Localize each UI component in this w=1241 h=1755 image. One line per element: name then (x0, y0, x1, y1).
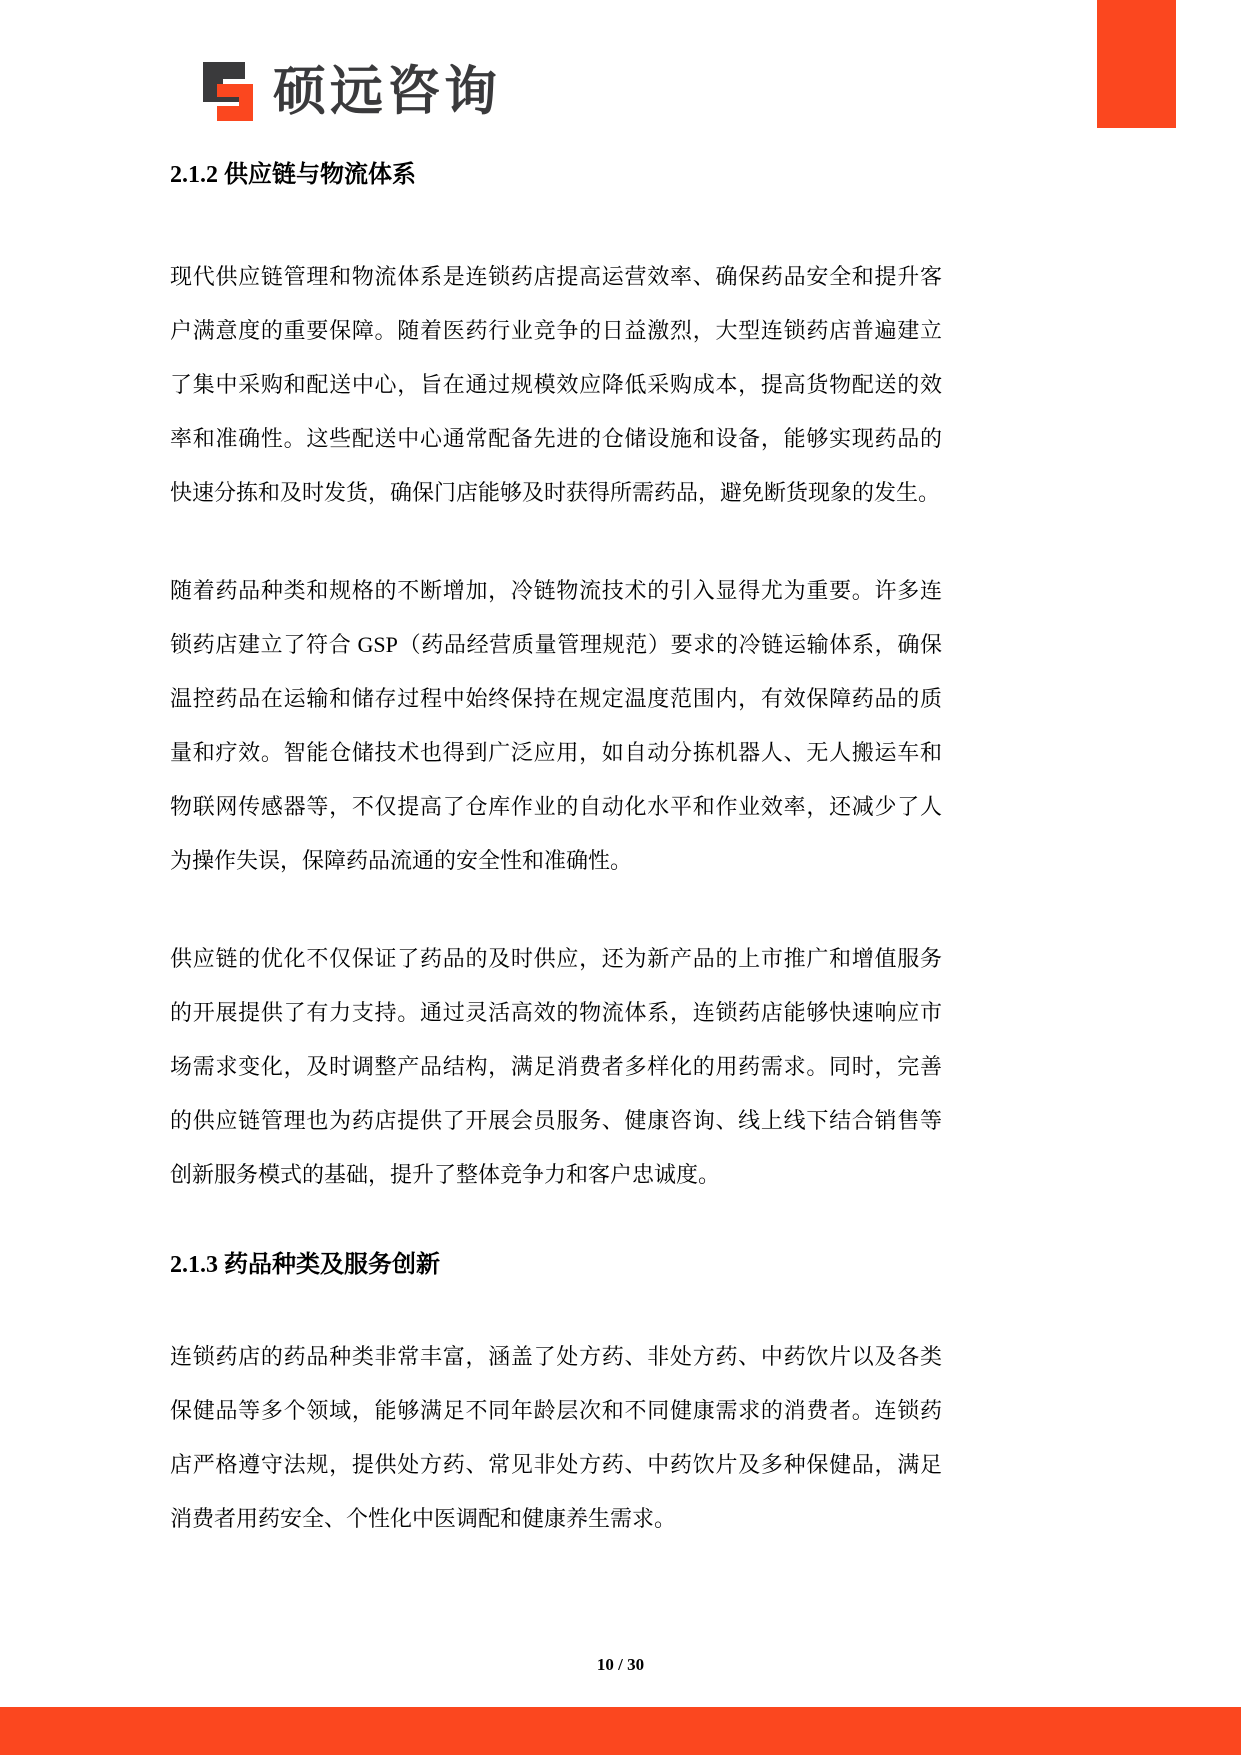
paragraph-line: 物联网传感器等，不仅提高了仓库作业的自动化水平和作业效率，还减少了人 (170, 794, 942, 819)
paragraph-line: 的开展提供了有力支持。通过灵活高效的物流体系，连锁药店能够快速响应市 (170, 1000, 942, 1025)
paragraph-line: 场需求变化，及时调整产品结构，满足消费者多样化的用药需求。同时，完善 (170, 1054, 942, 1079)
paragraph-line: 随着药品种类和规格的不断增加，冷链物流技术的引入显得尤为重要。许多连 (170, 578, 942, 603)
bottom-accent-bar (0, 1707, 1241, 1755)
section-heading-2-1-3: 2.1.3 药品种类及服务创新 (170, 1252, 440, 1278)
paragraph-line: 量和疗效。智能仓储技术也得到广泛应用，如自动分拣机器人、无人搬运车和 (170, 740, 942, 765)
paragraph-line: 连锁药店的药品种类非常丰富，涵盖了处方药、非处方药、中药饮片以及各类 (170, 1344, 942, 1369)
interlocked-brackets-logo-icon (203, 62, 253, 122)
section-heading-2-1-2: 2.1.2 供应链与物流体系 (170, 162, 416, 188)
paragraph-line: 店严格遵守法规，提供处方药、常见非处方药、中药饮片及多种保健品，满足 (170, 1452, 942, 1477)
paragraph-cold-chain (170, 564, 942, 888)
paragraph-line: 了集中采购和配送中心，旨在通过规模效应降低采购成本，提高货物配送的效 (170, 372, 942, 397)
top-right-accent-block (1097, 0, 1176, 128)
company-name: 硕远咨询 (273, 62, 501, 121)
paragraph-line: 消费者用药安全、个性化中医调配和健康养生需求。 (170, 1506, 677, 1531)
paragraph-line: 供应链的优化不仅保证了药品的及时供应，还为新产品的上市推广和增值服务 (170, 946, 942, 971)
paragraph-line: 保健品等多个领域，能够满足不同年龄层次和不同健康需求的消费者。连锁药 (170, 1398, 942, 1423)
paragraph-line: 创新服务模式的基础，提升了整体竞争力和客户忠诚度。 (170, 1162, 721, 1187)
paragraph-line: 户满意度的重要保障。随着医药行业竞争的日益激烈，大型连锁药店普遍建立 (170, 318, 942, 343)
paragraph-line: 率和准确性。这些配送中心通常配备先进的仓储设施和设备，能够实现药品的 (170, 426, 942, 451)
paragraph-drug-variety (170, 1330, 942, 1546)
paragraph-line: 快速分拣和及时发货，确保门店能够及时获得所需药品，避免断货现象的发生。 (170, 480, 941, 505)
paragraph-line: 的供应链管理也为药店提供了开展会员服务、健康咨询、线上线下结合销售等 (170, 1108, 942, 1133)
paragraph-line: 锁药店建立了符合 GSP（药品经营质量管理规范）要求的冷链运输体系，确保 (170, 632, 942, 657)
paragraph-line: 温控药品在运输和储存过程中始终保持在规定温度范围内，有效保障药品的质 (170, 686, 942, 711)
page-number: 10 / 30 (596, 1655, 645, 1674)
paragraph-supply-chain-optimization (170, 932, 942, 1202)
paragraph-line: 现代供应链管理和物流体系是连锁药店提高运营效率、确保药品安全和提升客 (170, 264, 942, 289)
paragraph-line: 为操作失误，保障药品流通的安全性和准确性。 (170, 848, 633, 873)
paragraph-supply-chain-overview (170, 250, 942, 520)
company-logo (203, 62, 501, 122)
